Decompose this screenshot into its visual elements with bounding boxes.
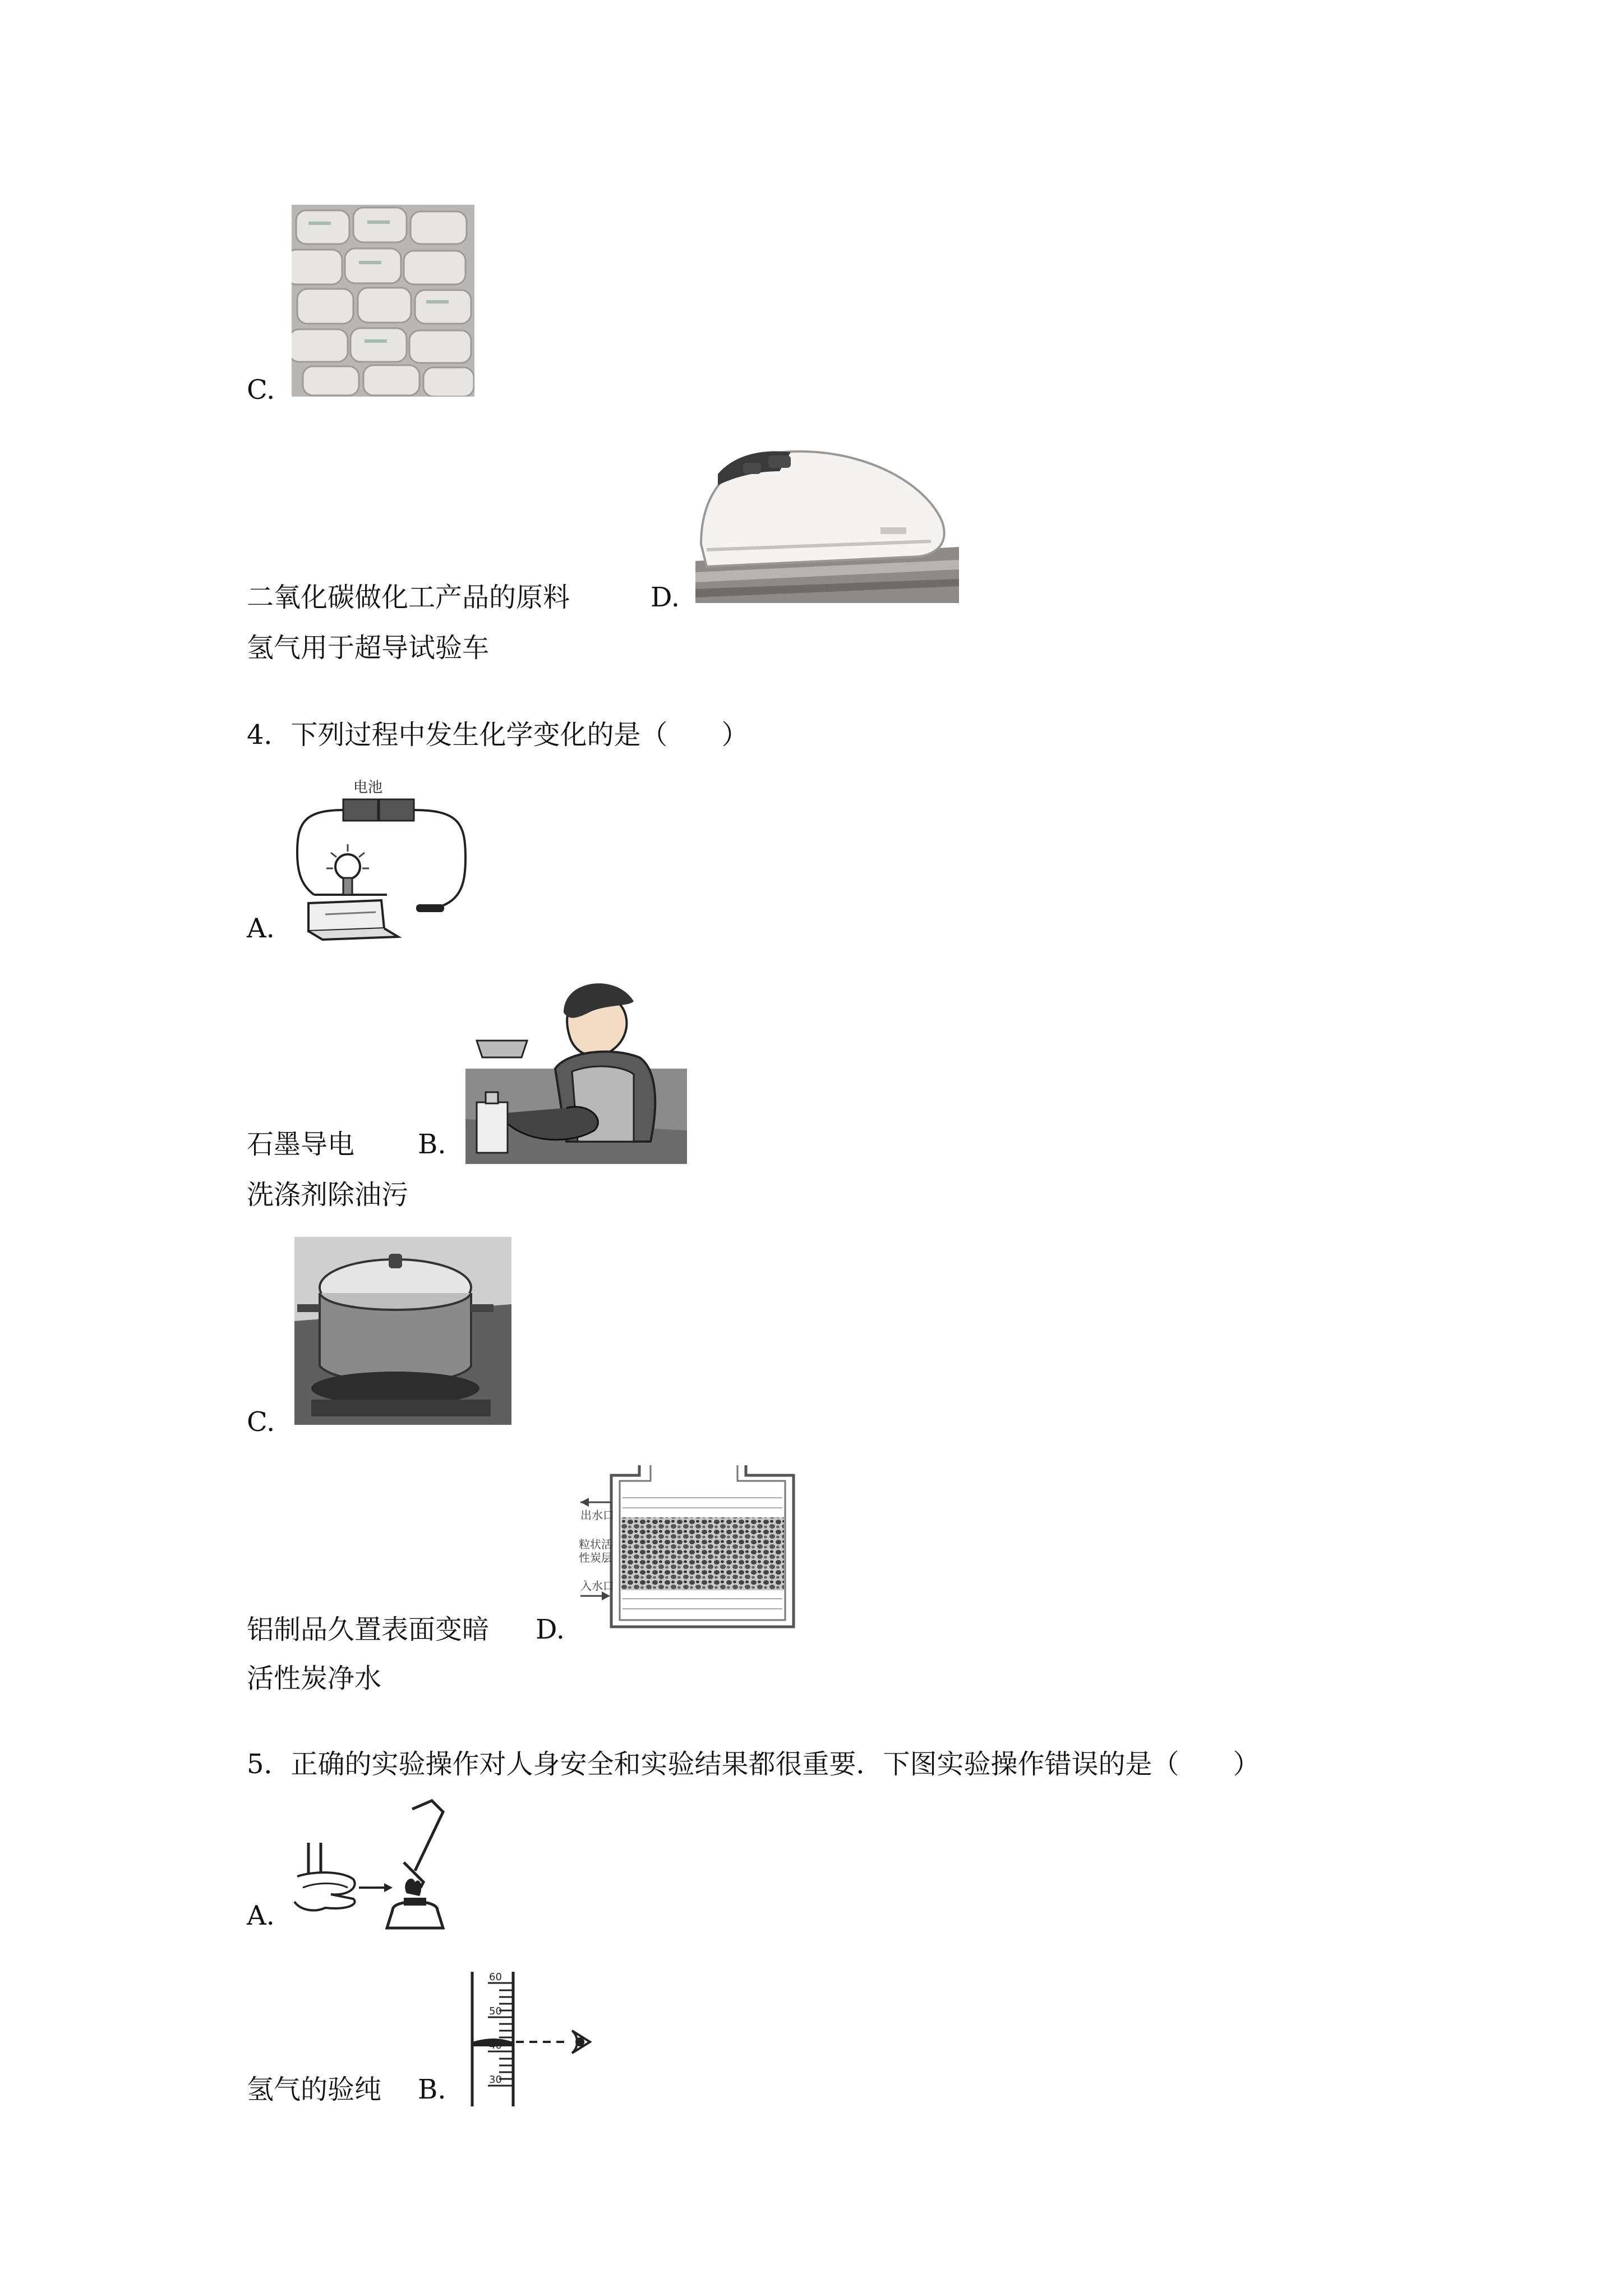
q3-option-c-figure xyxy=(292,205,474,397)
q4-option-c-text: 铝制品久置表面变暗 xyxy=(247,1614,490,1645)
q4-option-d-figure xyxy=(578,1458,799,1638)
tick-60: 60 xyxy=(489,1971,502,1983)
outlet-label: 出水口 xyxy=(580,1508,614,1522)
q3-option-d-text: 氢气用于超导试验车 xyxy=(247,632,490,664)
q4-option-c-label: C. xyxy=(247,1406,275,1438)
q4-question: 4．下列过程中发生化学变化的是（ ） xyxy=(247,719,749,751)
q3-option-c-text: 二氧化碳做化工产品的原料 xyxy=(247,582,570,613)
q4-option-a-figure xyxy=(292,774,471,942)
q5-option-a-figure xyxy=(292,1798,449,1935)
q5-option-a-text: 氢气的验纯 xyxy=(247,2074,382,2105)
q4-option-a-text: 石墨导电 xyxy=(247,1129,355,1160)
q5-option-b-label: B. xyxy=(418,2074,446,2105)
tick-50: 50 xyxy=(489,2005,502,2017)
inlet-label: 入水口 xyxy=(580,1579,614,1593)
q4-option-d-label: D. xyxy=(536,1614,565,1645)
q4-option-d-text: 活性炭净水 xyxy=(247,1663,382,1694)
q4-option-b-label: B. xyxy=(418,1129,446,1160)
q5-option-b-figure xyxy=(460,1969,600,2109)
q4-option-b-text: 洗涤剂除油污 xyxy=(247,1179,409,1211)
q5-option-a-label: A. xyxy=(247,1900,275,1931)
battery-label: 电池 xyxy=(353,779,383,796)
q3-option-d-figure xyxy=(695,432,959,603)
tick-30: 30 xyxy=(489,2074,502,2086)
carbon-layer-label-2: 性炭层 xyxy=(579,1551,612,1565)
q4-option-c-figure xyxy=(294,1237,511,1425)
q4-option-b-figure xyxy=(465,973,687,1164)
q5-question: 5．正确的实验操作对人身安全和实验结果都很重要．下图实验操作错误的是（ ） xyxy=(247,1749,1260,1780)
q3-option-d-label: D. xyxy=(651,582,680,613)
q4-option-a-label: A. xyxy=(247,913,275,944)
q3-option-c-label: C. xyxy=(247,374,275,406)
carbon-layer-label-1: 粒状活 xyxy=(579,1538,612,1551)
